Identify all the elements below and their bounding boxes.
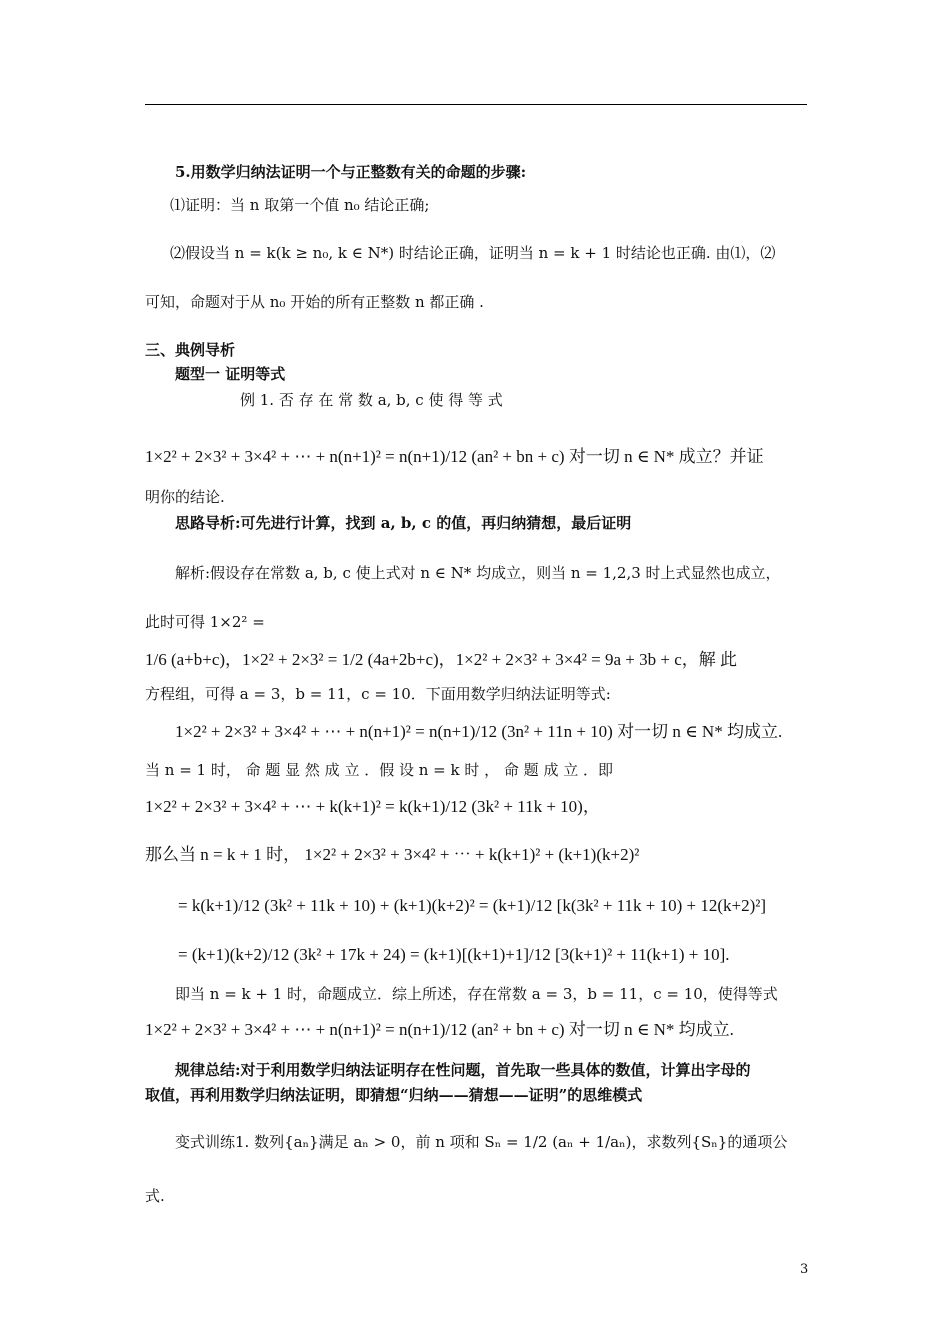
header-rule xyxy=(145,104,807,105)
equation-line: 1×2² + 2×3² + 3×4² + ⋯ + k(k+1)² = k(k+1)/12 (3k² + 11k + 10)， xyxy=(145,797,600,816)
text-line: 例 1. 否 存 在 常 数 a, b, c 使 得 等 式 xyxy=(240,391,503,409)
text-line: 式. xyxy=(145,1187,165,1205)
subsection-heading: 题型一 证明等式 xyxy=(175,365,286,383)
equation-line: = k(k+1)/12 (3k² + 11k + 10) + (k+1)(k+2)² = (k+1)/12 [k(3k² + 11k + 10) + 12(k+2)²] xyxy=(178,896,767,915)
equation-line: 1×2² + 2×3² + 3×4² + ⋯ + n(n+1)² = n(n+1)/12 (an² + bn + c) 对一切 n ∈ N* 均成立. xyxy=(145,1020,734,1039)
equation-line: 1/6 (a+b+c)，1×2² + 2×3² = 1/2 (4a+2b+c)，1×2² + 2×3² + 3×4² = 9a + 3b + c，解 此 xyxy=(145,650,737,669)
text-line: 思路导析:可先进行计算，找到 a, b, c 的值，再归纳猜想，最后证明 xyxy=(175,514,632,532)
text-line: 此时可得 1×2² = xyxy=(145,613,265,631)
equation-line: 那么当 n = k + 1 时， 1×2² + 2×3² + 3×4² + ⋯ + k(k+1)² + (k+1)(k+2)² xyxy=(145,845,640,864)
section-heading: 三、典例导析 xyxy=(145,341,236,359)
text-line: ⑵假设当 n = k(k ≥ n₀, k ∈ N*) 时结论正确，证明当 n = k + 1 时结论也正确. 由⑴，⑵ xyxy=(170,244,776,262)
text-line: 变式训练1. 数列{aₙ}满足 aₙ > 0，前 n 项和 Sₙ = 1/2 (aₙ + 1/aₙ)，求数列{Sₙ}的通项公 xyxy=(175,1133,788,1151)
text-line: 即当 n = k + 1 时，命题成立．综上所述，存在常数 a = 3，b = 11，c = 10，使得等式 xyxy=(175,985,778,1003)
text-line: 可知，命题对于从 n₀ 开始的所有正整数 n 都正确 . xyxy=(145,293,484,311)
text-line: 当 n = 1 时， 命 题 显 然 成 立 ．假 设 n = k 时 ， 命 题 成 立 ．即 xyxy=(145,761,613,779)
equation-line: = (k+1)(k+2)/12 (3k² + 17k + 24) = (k+1)[(k+1)+1]/12 [3(k+1)² + 11(k+1) + 10]. xyxy=(178,945,730,964)
page-number: 3 xyxy=(800,1262,809,1277)
text-line: 规律总结:对于利用数学归纳法证明存在性问题，首先取一些具体的数值，计算出字母的 xyxy=(175,1061,751,1079)
text-line: 取值，再利用数学归纳法证明，即猜想“归纳——猜想——证明”的思维模式 xyxy=(145,1086,643,1104)
equation-line: 1×2² + 2×3² + 3×4² + ⋯ + n(n+1)² = n(n+1)/12 (3n² + 11n + 10) 对一切 n ∈ N* 均成立. xyxy=(175,722,783,741)
text-line: 方程组，可得 a = 3，b = 11，c = 10．下面用数学归纳法证明等式: xyxy=(145,685,611,703)
equation-line: 1×2² + 2×3² + 3×4² + ⋯ + n(n+1)² = n(n+1)/12 (an² + bn + c) 对一切 n ∈ N* 成立？并证 xyxy=(145,447,764,466)
text-line: ⑴证明：当 n 取第一个值 n₀ 结论正确; xyxy=(170,196,430,214)
text-line: 明你的结论. xyxy=(145,488,225,506)
text-line: 5.用数学归纳法证明一个与正整数有关的命题的步骤: xyxy=(175,163,527,181)
text-line: 解析:假设存在常数 a, b, c 使上式对 n ∈ N* 均成立，则当 n = 1,2,3 时上式显然也成立， xyxy=(175,564,781,582)
